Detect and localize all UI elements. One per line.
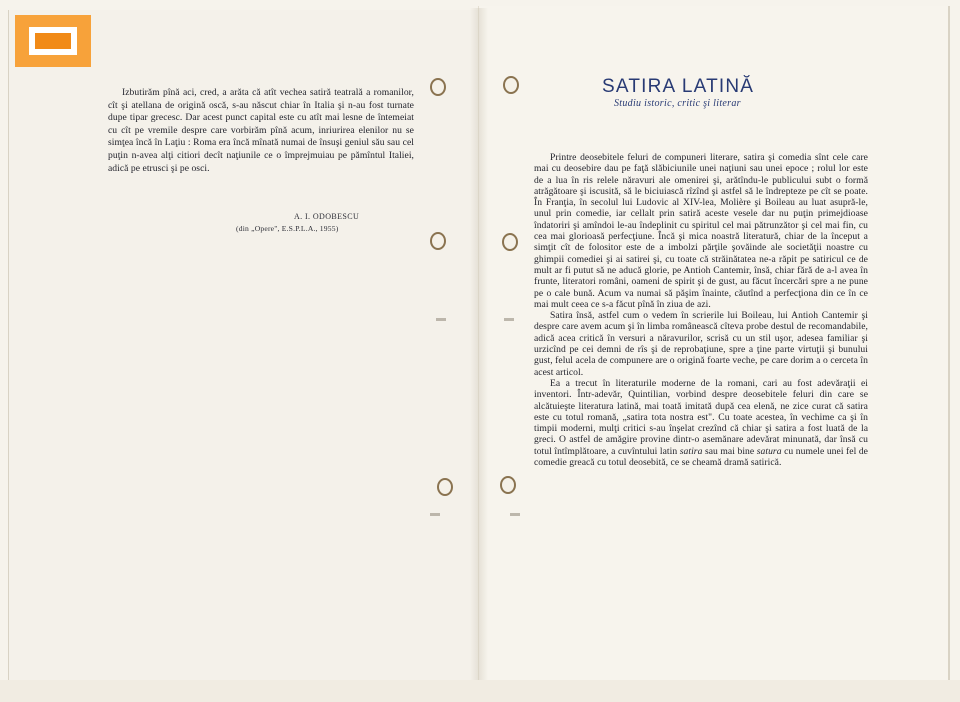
- binder-hole-icon: [430, 78, 446, 96]
- binding-fold: [470, 8, 488, 694]
- article-paragraph-3: [534, 378, 868, 468]
- signature-source: (din „Opere", E.S.P.L.A., 1955): [236, 224, 339, 233]
- latin-term-satira: satira: [679, 445, 703, 457]
- article-title: SATIRA LATINĂ: [602, 76, 755, 97]
- brand-logo-icon: [15, 15, 91, 67]
- binder-hole-icon: [430, 232, 446, 250]
- paper-mark: [436, 318, 446, 321]
- binder-hole-icon: [502, 233, 518, 251]
- binder-hole-icon: [503, 76, 519, 94]
- left-page-paragraph: Izbutirăm pînă aci, cred, a arăta că atît vechea satiră teatrală a romanilor, cît şi atellana de origină oscă, s-au născut chiar în Italia şi n-au fost turnate dupe tipar grecesc. Dar acest punct capital este cu atît mai lesne de întemeiat cu cît pe vremile despre care vorbirăm pînă acum, inriurirea elenilor nu se simţea încă în Laţiu : Roma era încă mînată numai de însuşi geniul său sau cel puţin n-avea alţi citiori decît naţiunile ce o împrejmuiau pe pămîntul Italiei, adică pe etrusci şi pe osci.: [108, 87, 414, 174]
- bottom-edge: [0, 680, 960, 702]
- binder-hole-icon: [437, 478, 453, 496]
- paragraph-3-text-c: cu numele unei fel de comedie greacă cu totul deosebită, ce se cheamă dramă satirică.: [534, 445, 868, 469]
- paragraph-3-text-b: sau mai bine: [704, 445, 755, 457]
- article-paragraph-1: Printre deosebitele feluri de compuneri literare, satira şi comedia sînt cele care mai cu deosebire dau pe faţă slăbiciunile unei naţiuni sau unei epoce ; rolul lor este de a lua în ris relele năravuri ale omenirei şi, arătîndu-le publicului subt o formă atrăgătoare şi iscusită, să le biciuiască rîzînd şi astfel să le îndrepteze pe cît se poate. În Franţia, în secolul lui Ludovic al XIV-lea, Molière şi Boileau au luat asupră-le, unul prin comedie, iar cellalt prin satiră aceste vesele dar nu puţin primejdioase îndatoriri şi amîndoi le-au îndeplinit cu spiritul cel mai pătrunzător şi cel mai fin, cu cea mai glorioasă perfecţiune. Încă şi mica noastră literatură, chiar de la început a simţit cît de folositor este de a imbolzi părţile şovăinde ale societăţii noastre cu ghimpii comediei şi ai satirei şi, cu toate că străinătatea ne-a răpit pe satiricul ce de mult ar fi putut să ne aducă glorie, pe Antioh Cantemir, însă, chiar fără de a-l avea în frunte, literatori români, oameni de spirit şi de gust, au făcut încercări spre a ne pune pe o cale bună. Acum va numai să păşim înainte, căutînd a perfecţiona din ce în ce mai mult ceea ce s-a făcut pînă în ziua de azi.: [534, 152, 868, 310]
- latin-term-satura: satura: [756, 445, 782, 457]
- article-subtitle: Studiu istoric, critic şi literar: [614, 98, 741, 109]
- article-body: [534, 152, 868, 468]
- paper-mark: [430, 513, 440, 516]
- logo-inner-frame: [29, 27, 77, 55]
- logo-inner-bar: [35, 33, 71, 49]
- article-paragraph-2: Satira însă, astfel cum o vedem în scrierile lui Boileau, lui Antioh Cantemir şi despre care avem acum şi în limba românească cîteva probe destul de recomandabile, adică acea critică în versuri a năravurilor, scrisă cu un stil uşor, adesea familiar şi urzicînd pe cei demni de rîs şi de reprobaţiune, spre a ţine parte virtuţii şi bunului gust, felul acela de compunere are o origină foarte veche, pe care dorim a o cerceta în acest articol.: [534, 310, 868, 378]
- paper-mark: [510, 513, 520, 516]
- paper-mark: [504, 318, 514, 321]
- paragraph-3-text-a: Ea a trecut în literaturile moderne de la romani, cari au fost adevăraţii ei inventori. Într-adevăr, Quintilian, vorbind despre deosebitele feluri din care se alcătuieşte literatura latină, mai toată imitată după cea elenă, ne zice curat că satira este cu totul romană, „satira tota nostra est". Cu toate acestea, în vechime ca şi în timpii moderni, mulţi critici s-au înşelat crezînd că chiar şi satira a fost luată de la greci. O astfel de amăgire provine dintr-o asemănare adevărat minunată, dar însă cu totul întîmplătoare, a cuvîntului latin: [534, 377, 868, 457]
- binder-hole-icon: [500, 476, 516, 494]
- author-signature: A. I. ODOBESCU: [294, 212, 360, 221]
